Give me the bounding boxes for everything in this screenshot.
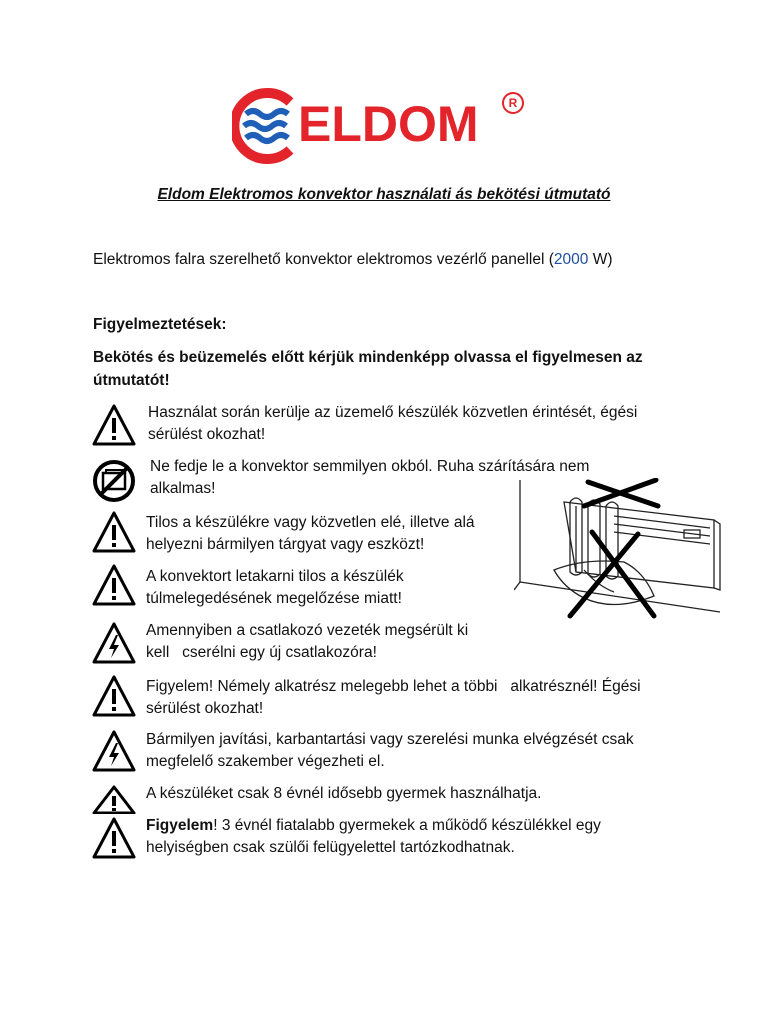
- warning-item: [146, 566, 404, 610]
- warning-item: [148, 402, 637, 446]
- warning-item-line: megfelelő szakember végezheti el.: [146, 753, 385, 770]
- document-title: Eldom Elektromos konvektor használati ás bekötési útmutató: [157, 186, 611, 203]
- warning-item-line: túlmelegedésének megelőzése miatt!: [146, 590, 402, 607]
- emphasis-label: Figyelem: [146, 817, 214, 834]
- warning-item-line: Amennyiben a csatlakozó vezeték megsérült ki: [146, 622, 469, 639]
- warning-item: [146, 815, 601, 859]
- warning-exclamation-icon: [92, 510, 136, 554]
- power-value: 2000: [553, 251, 589, 268]
- warnings-heading: Figyelmeztetések:: [93, 316, 227, 333]
- warning-item-text: ! 3 évnél fiatalabb gyermekek a működő készülékkel egy: [213, 817, 601, 834]
- warning-item-line: helyezni bármilyen tárgyat vagy eszközt!: [146, 536, 425, 553]
- warnings-lead: Bekötés és beüzemelés előtt kérjük mindenképp olvassa el figyelmesen az útmutatót!: [93, 349, 643, 389]
- warning-item-line: [146, 815, 601, 837]
- description-unit: W): [588, 251, 613, 268]
- description-text: Elektromos falra szerelhető konvektor elektromos vezérlő panellel (: [93, 251, 554, 268]
- warning-item-line: A konvektort letakarni tilos a készülék: [146, 568, 404, 585]
- warning-item: [146, 620, 468, 664]
- registered-mark: R: [502, 92, 524, 114]
- warning-item-line: A készüléket csak 8 évnél idősebb gyermek használhatja.: [146, 785, 542, 802]
- warning-item-line: Ne fedje le a konvektor semmilyen okból. Ruha szárítására nem: [150, 458, 590, 475]
- warning-item: [146, 729, 634, 773]
- warning-item-line: sérülést okozhat!: [146, 700, 264, 717]
- warning-exclamation-icon: [92, 563, 136, 607]
- warning-item-line: helyiségben csak szülői felügyelettel tartózkodhatnak.: [146, 839, 515, 856]
- warning-item: [146, 676, 641, 720]
- warning-exclamation-icon: [92, 403, 136, 447]
- logo-wordmark: ELDOM: [298, 96, 479, 152]
- no-covering-illustration: [514, 478, 724, 628]
- warning-item: [146, 512, 475, 556]
- warning-item-line: kell cserélni egy új csatlakozóra!: [146, 644, 377, 661]
- product-description: [93, 251, 613, 269]
- eldom-logo: [232, 88, 532, 164]
- warning-exclamation-icon: [92, 784, 136, 814]
- warning-item-line: Tilos a készülékre vagy közvetlen elé, illetve alá: [146, 514, 475, 531]
- warning-item-line: sérülést okozhat!: [148, 426, 266, 443]
- warning-item-line: Bármilyen javítási, karbantartási vagy szerelési munka elvégzését csak: [146, 731, 634, 748]
- electric-hazard-icon: [92, 729, 136, 773]
- no-drying-clothes-icon: [92, 459, 136, 503]
- warning-exclamation-icon: [92, 816, 136, 860]
- warning-item-line: Használat során kerülje az üzemelő készülék közvetlen érintését, égési: [148, 404, 638, 421]
- electric-hazard-icon: [92, 621, 136, 665]
- warning-item-line: Figyelem! Némely alkatrész melegebb lehet a többi alkatrésznél! Égési: [146, 678, 641, 695]
- logo-emblem-icon: [232, 88, 298, 164]
- warning-item: [146, 783, 541, 805]
- warning-exclamation-icon: [92, 674, 136, 718]
- warning-item-line: alkalmas!: [150, 480, 216, 497]
